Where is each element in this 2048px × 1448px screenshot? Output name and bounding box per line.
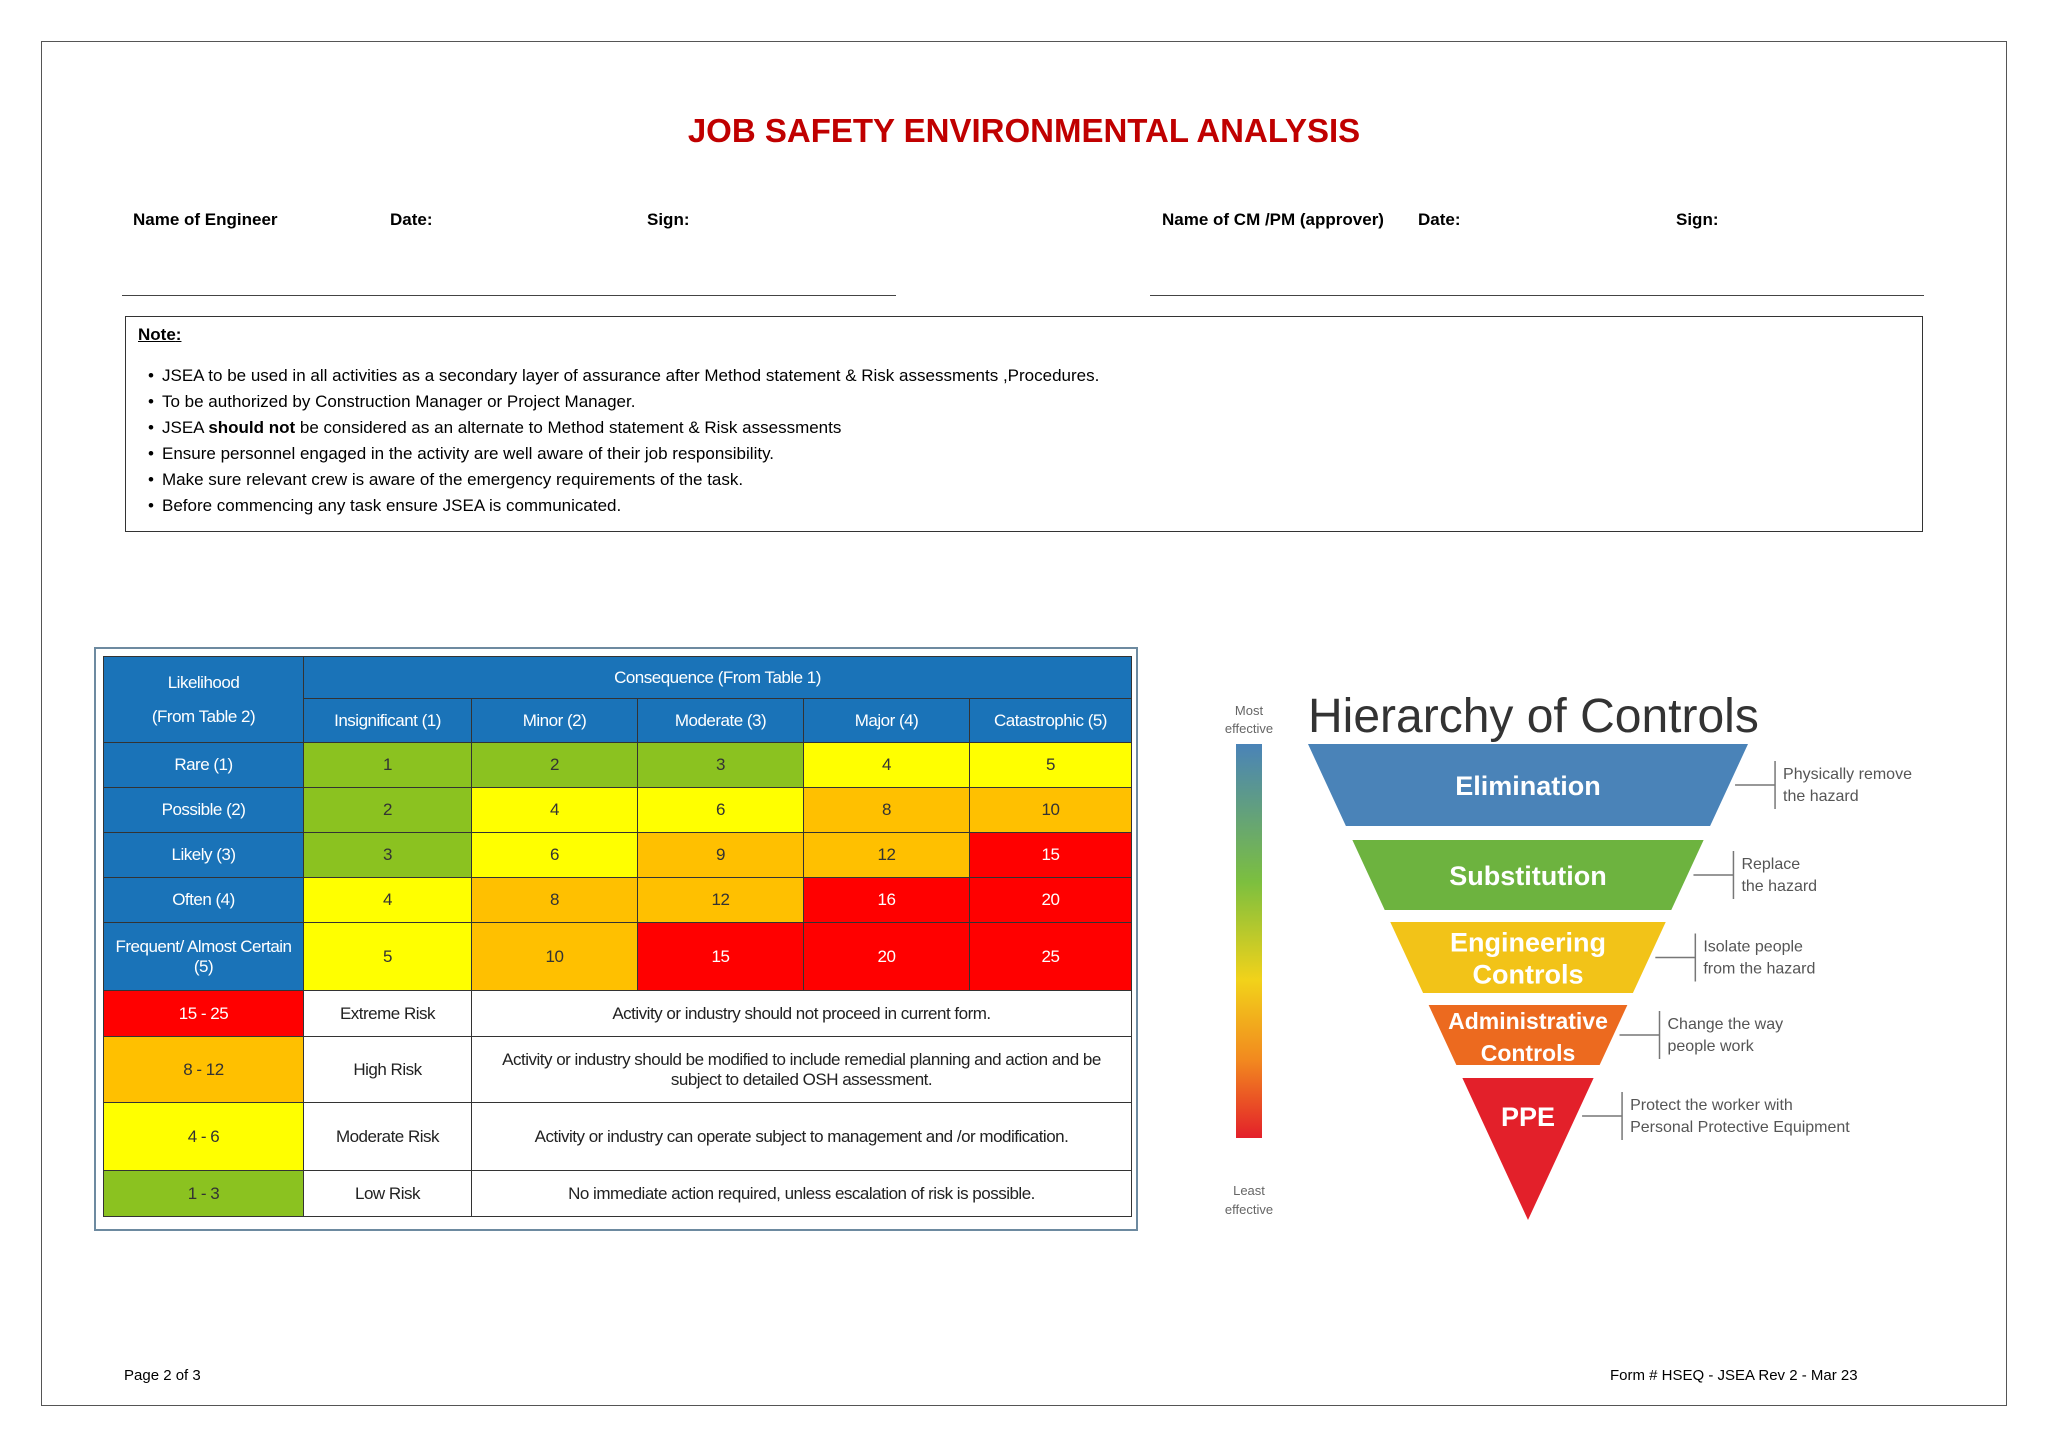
risk-score-cell: 8 [804, 788, 970, 833]
consequence-column-header: Major (4) [804, 699, 970, 743]
risk-action: Activity or industry should be modified to include remedial planning and action and be subject to detailed OSH assessment. [472, 1037, 1132, 1103]
hierarchy-level-description: Protect the worker with [1630, 1097, 1793, 1114]
approver-signature-line [1150, 295, 1924, 296]
least-effective-label: effective [1224, 1202, 1274, 1217]
hierarchy-level-name: Elimination [1455, 771, 1601, 801]
risk-legend-row [104, 991, 1132, 1037]
risk-score-cell: 16 [804, 878, 970, 923]
risk-matrix [94, 647, 1138, 1231]
approver-name-label: Name of CM /PM (approver) [1162, 210, 1384, 229]
risk-score-cell: 2 [304, 788, 472, 833]
engineer-sign-label: Sign: [647, 210, 690, 229]
risk-score-cell: 9 [638, 833, 804, 878]
consequence-header: Consequence (From Table 1) [304, 657, 1132, 699]
engineer-date-label: Date: [390, 210, 433, 229]
risk-score-cell: 25 [970, 923, 1132, 991]
hierarchy-level-name: Substitution [1449, 861, 1607, 891]
risk-score-cell: 15 [638, 923, 804, 991]
page-number: Page 2 of 3 [124, 1367, 201, 1384]
risk-matrix-row [104, 878, 1132, 923]
note-box [125, 316, 1923, 532]
hierarchy-levels [1308, 744, 1912, 1220]
hierarchy-level-description: Personal Protective Equipment [1630, 1119, 1850, 1136]
likelihood-label: Possible (2) [104, 788, 304, 833]
risk-score-cell: 2 [472, 743, 638, 788]
hierarchy-level-description: Physically remove [1783, 766, 1912, 783]
risk-matrix-row [104, 788, 1132, 833]
hierarchy-level-name: Controls [1480, 1040, 1576, 1066]
hierarchy-level-description: the hazard [1741, 878, 1818, 895]
risk-score-cell: 20 [970, 878, 1132, 923]
hierarchy-level-name: PPE [1500, 1102, 1556, 1132]
risk-score-cell: 4 [304, 878, 472, 923]
hierarchy-of-controls [1170, 660, 1940, 1260]
risk-action: No immediate action required, unless escalation of risk is possible. [472, 1171, 1132, 1217]
risk-matrix-row [104, 743, 1132, 788]
note-item: • Ensure personnel engaged in the activity are well aware of their job responsibility. [148, 441, 1910, 467]
risk-score-cell: 8 [472, 878, 638, 923]
hierarchy-level-description: Replace [1741, 856, 1801, 873]
likelihood-label: Rare (1) [104, 743, 304, 788]
effectiveness-bar [1236, 744, 1262, 1138]
risk-level: Extreme Risk [304, 991, 472, 1037]
note-item: • Before commencing any task ensure JSEA is communicated. [148, 493, 1910, 519]
risk-action: Activity or industry should not proceed in current form. [472, 991, 1132, 1037]
hierarchy-level-band [1462, 1078, 1593, 1220]
hierarchy-level-name: Administrative [1448, 1008, 1608, 1034]
risk-action: Activity or industry can operate subject to management and /or modification. [472, 1103, 1132, 1171]
risk-score-cell: 20 [804, 923, 970, 991]
risk-score-cell: 10 [472, 923, 638, 991]
likelihood-label: Often (4) [104, 878, 304, 923]
note-item: • To be authorized by Construction Manager or Project Manager. [148, 389, 1910, 415]
approver-date-label: Date: [1418, 210, 1461, 229]
risk-range: 15 - 25 [104, 991, 304, 1037]
risk-score-cell: 6 [638, 788, 804, 833]
risk-matrix-table [103, 656, 1132, 1217]
risk-level: Moderate Risk [304, 1103, 472, 1171]
consequence-column-header: Catastrophic (5) [970, 699, 1132, 743]
risk-score-cell: 12 [638, 878, 804, 923]
hierarchy-level-description: the hazard [1783, 788, 1859, 805]
hierarchy-level-name: Engineering [1449, 927, 1607, 958]
consequence-column-header: Insignificant (1) [304, 699, 472, 743]
risk-score-cell: 12 [804, 833, 970, 878]
hierarchy-level-description: Change the way [1667, 1016, 1784, 1033]
risk-score-cell: 4 [472, 788, 638, 833]
risk-range: 1 - 3 [104, 1171, 304, 1217]
note-item: • Make sure relevant crew is aware of the emergency requirements of the task. [148, 467, 1910, 493]
risk-range: 8 - 12 [104, 1037, 304, 1103]
most-effective-label: Most [1234, 703, 1264, 718]
risk-legend-row [104, 1103, 1132, 1171]
likelihood-label: Frequent/ Almost Certain (5) [104, 923, 304, 991]
page-title: JOB SAFETY ENVIRONMENTAL ANALYSIS [687, 112, 1361, 149]
engineer-name-label: Name of Engineer [133, 210, 278, 229]
likelihood-label: Likely (3) [104, 833, 304, 878]
risk-matrix-row [104, 833, 1132, 878]
risk-score-cell: 4 [804, 743, 970, 788]
risk-legend-row [104, 1037, 1132, 1103]
consequence-column-header: Moderate (3) [638, 699, 804, 743]
most-effective-label: effective [1224, 721, 1274, 736]
approver-sign-label: Sign: [1676, 210, 1719, 229]
likelihood-header: Likelihood (From Table 2) [104, 657, 304, 743]
least-effective-label: Least [1233, 1183, 1265, 1198]
hierarchy-title: Hierarchy of Controls [1308, 690, 1759, 743]
hierarchy-level-name: Controls [1472, 959, 1584, 990]
note-item: • JSEA to be used in all activities as a secondary layer of assurance after Method statement & Risk assessments ,Procedures. [148, 363, 1910, 389]
risk-range: 4 - 6 [104, 1103, 304, 1171]
risk-level: Low Risk [304, 1171, 472, 1217]
engineer-signature-line [122, 295, 896, 296]
risk-score-cell: 3 [304, 833, 472, 878]
hierarchy-level-description: people work [1667, 1038, 1754, 1055]
risk-score-cell: 3 [638, 743, 804, 788]
risk-score-cell: 5 [970, 743, 1132, 788]
risk-score-cell: 6 [472, 833, 638, 878]
note-item: • JSEA should not be considered as an alternate to Method statement & Risk assessments [148, 415, 1910, 441]
risk-score-cell: 15 [970, 833, 1132, 878]
form-number: Form # HSEQ - JSEA Rev 2 - Mar 23 [1610, 1367, 1858, 1384]
hierarchy-graphic [1170, 660, 1940, 1260]
hierarchy-level-description: from the hazard [1703, 960, 1816, 978]
consequence-column-header: Minor (2) [472, 699, 638, 743]
note-heading: Note: [138, 325, 182, 344]
risk-legend-row [104, 1171, 1132, 1217]
risk-score-cell: 5 [304, 923, 472, 991]
risk-level: High Risk [304, 1037, 472, 1103]
risk-matrix-row [104, 923, 1132, 991]
risk-score-cell: 1 [304, 743, 472, 788]
note-list [138, 363, 1910, 519]
hierarchy-level-description: Isolate people [1703, 938, 1803, 956]
risk-score-cell: 10 [970, 788, 1132, 833]
